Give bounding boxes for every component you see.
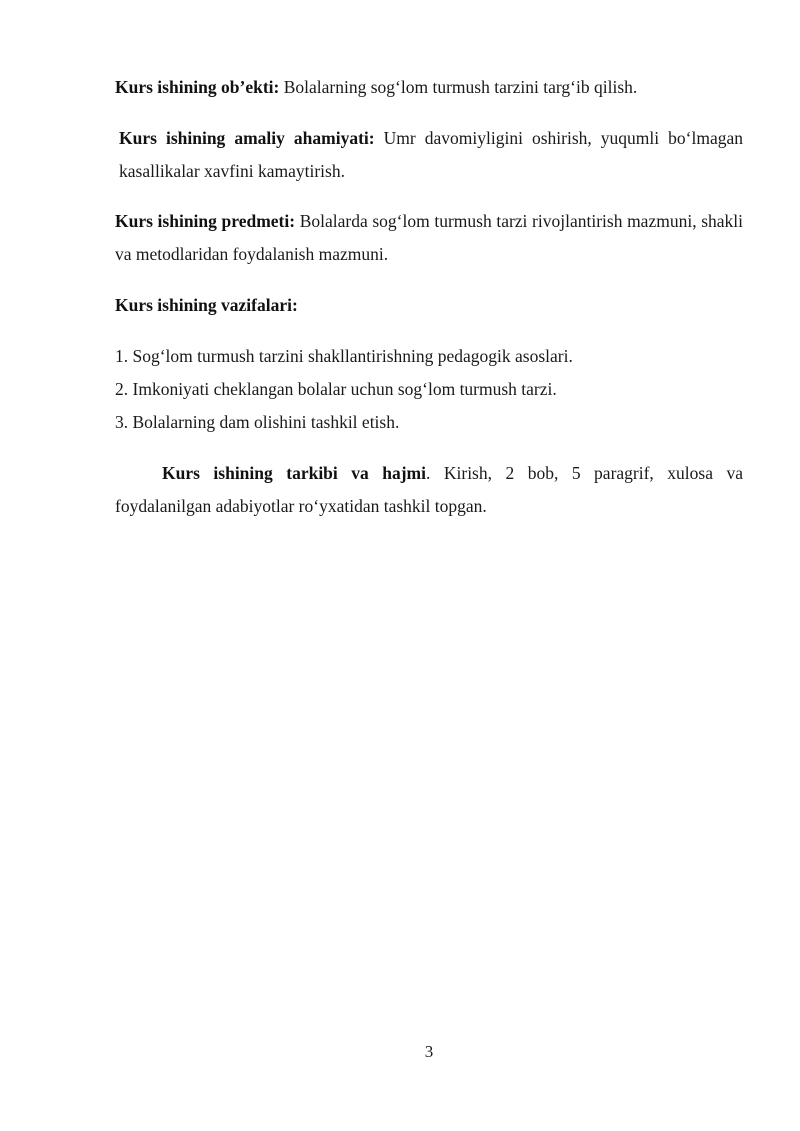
object-paragraph: [115, 71, 743, 104]
task-item-1: 1. Sog‘lom turmush tarzini shakllantirishning pedagogik asoslari.: [115, 346, 573, 366]
object-label: Kurs ishining ob’ekti:: [115, 77, 280, 97]
tasks-label: Kurs ishining vazifalari:: [115, 295, 298, 315]
subject-label: Kurs ishining predmeti:: [115, 211, 296, 231]
tasks-heading: [115, 289, 743, 322]
object-text: Bolalarning sog‘lom turmush tarzini targ‘ib qilish.: [279, 77, 638, 97]
practical-significance-label: Kurs ishining amaliy ahamiyati:: [119, 128, 375, 148]
task-item-2: 2. Imkoniyati cheklangan bolalar uchun sog‘lom turmush tarzi.: [115, 379, 557, 399]
subject-text: Bolalarda sog‘lom turmush tarzi rivojlantirish mazmuni, shakli va metodlaridan foydalanish mazmuni.: [115, 211, 743, 264]
structure-label: Kurs ishining tarkibi va hajmi: [162, 463, 426, 483]
task-item-3: 3. Bolalarning dam olishini tashkil etish.: [115, 412, 400, 432]
structure-paragraph: [115, 457, 743, 523]
practical-significance-paragraph: [119, 122, 743, 188]
subject-paragraph: [115, 205, 743, 271]
structure-text: . Kirish, 2 bob, 5 paragrif, xulosa va foydalanilgan adabiyotlar ro‘yxatidan tashkil topgan.: [115, 463, 743, 516]
page-number: 3: [424, 1042, 434, 1061]
practical-significance-text: Umr davomiyligini oshirish, yuqumli bo‘lmagan kasallikalar xavfini kamaytirish.: [119, 128, 743, 181]
